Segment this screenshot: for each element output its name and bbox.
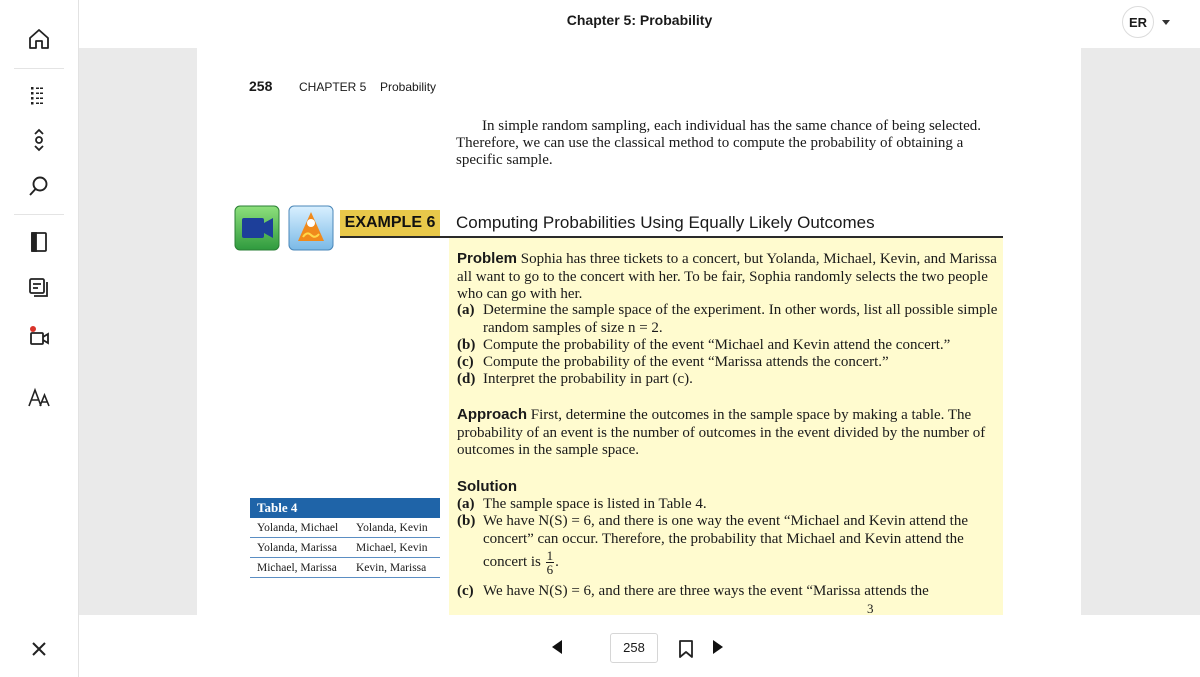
reader-header <box>79 0 1200 48</box>
solution-label: (a) <box>457 496 475 512</box>
problem-paragraph <box>457 250 999 304</box>
solution-b-result: concert is $\frac{1}{6}$ . <box>483 548 559 577</box>
search-icon[interactable] <box>19 166 59 206</box>
page-number-input[interactable]: 258 <box>610 633 658 663</box>
problem-item-text: Compute the probability of the event “Marissa attends the concert.” <box>483 354 889 370</box>
fraction-denominator: 6 <box>546 562 554 577</box>
tutor-icon[interactable] <box>288 205 334 251</box>
solution-a <box>457 496 999 514</box>
page-number: 258 <box>249 78 273 94</box>
page-navigation-bar <box>79 615 1200 677</box>
table-cell: Yolanda, Marissa <box>257 542 337 554</box>
solution-c <box>457 583 999 601</box>
contents-icon[interactable] <box>19 75 59 115</box>
book-title: Chapter 5: Probability <box>566 12 713 28</box>
close-icon[interactable] <box>19 629 59 669</box>
approach-text: First, determine the outcomes in the sample space by making a table. The probability of an event is the number of outcomes in the event divided by the number of outcomes in the sample space. <box>457 407 986 458</box>
table-title: Table 4 <box>250 498 440 518</box>
avatar[interactable]: ER <box>1122 6 1154 38</box>
solution-label: (b) <box>457 513 476 529</box>
video-icon[interactable] <box>234 205 280 251</box>
solution-label: (c) <box>457 583 474 599</box>
running-head-title: Probability <box>380 80 437 94</box>
rail-divider <box>14 68 64 69</box>
problem-item-label: (a) <box>457 302 475 318</box>
table-row <box>250 538 440 558</box>
side-rail <box>0 0 79 677</box>
table-cell: Michael, Kevin <box>356 542 428 554</box>
display-settings-icon[interactable] <box>19 378 59 418</box>
notebook-icon[interactable] <box>19 222 59 262</box>
problem-item-a <box>457 302 999 336</box>
previous-page-icon[interactable] <box>550 639 564 655</box>
chevron-down-icon[interactable] <box>1162 20 1170 25</box>
example-label: EXAMPLE 6 <box>340 210 440 236</box>
table-cell: Kevin, Marissa <box>356 562 427 574</box>
table-row <box>250 518 440 538</box>
book-page <box>197 48 1081 615</box>
next-page-icon[interactable] <box>711 639 725 655</box>
problem-item-label: (c) <box>457 354 474 370</box>
table-cell: Yolanda, Michael <box>257 522 339 534</box>
user-menu[interactable] <box>1122 6 1170 38</box>
problem-item-d <box>457 371 999 389</box>
approach-paragraph <box>457 406 999 460</box>
media-icon[interactable] <box>19 315 59 355</box>
problem-item-c <box>457 354 999 372</box>
solution-text: We have N(S) = 6, and there are three ways the event “Marissa attends the <box>483 583 929 599</box>
problem-item-text: Determine the sample space of the experiment. In other words, list all possible simple random samples of size n = 2. <box>483 302 998 336</box>
problem-item-text: Compute the probability of the event “Michael and Kevin attend the concert.” <box>483 337 951 353</box>
table-row <box>250 558 440 578</box>
fraction-one-sixth <box>546 549 555 576</box>
problem-item-label: (d) <box>457 371 476 387</box>
rail-divider <box>14 214 64 215</box>
problem-item-b <box>457 337 999 355</box>
fraction-numerator: 1 <box>546 548 554 563</box>
solution-text: concert is <box>483 553 541 570</box>
fraction-numerator: 3 <box>867 601 874 615</box>
intro-text: In simple random sampling, each individual has the same chance of being selected. Therefore, we can use the classical method to compute the probability of obtaining a specific sample. <box>456 118 982 168</box>
solution-text: We have N(S) = 6, and there is one way the event “Michael and Kevin attend the concert” can occur. Therefore, the probability that Michael and Kevin attend the <box>483 513 968 547</box>
problem-item-text: Interpret the probability in part (c). <box>483 371 693 387</box>
intro-paragraph <box>456 118 1008 169</box>
home-icon[interactable] <box>19 19 59 59</box>
example-box <box>449 238 1003 615</box>
sample-space-table <box>250 498 440 578</box>
problem-heading: Problem <box>457 250 518 267</box>
table-cell: Michael, Marissa <box>257 562 337 574</box>
running-head-chapter: CHAPTER 5 <box>299 80 367 94</box>
solution-text: The sample space is listed in Table 4. <box>483 496 707 512</box>
table-cell: Yolanda, Kevin <box>356 522 428 534</box>
bookmark-icon[interactable] <box>678 640 694 658</box>
approach-heading: Approach <box>457 406 528 423</box>
solution-heading: Solution <box>457 478 517 495</box>
example-title: Computing Probabilities Using Equally Likely Outcomes <box>456 213 875 232</box>
problem-text: Sophia has three tickets to a concert, but Yolanda, Michael, Kevin, and Marissa all want to go to the concert with her. To be fair, Sophia randomly selects the two people who can go with her. <box>457 251 997 302</box>
flashcards-icon[interactable] <box>19 267 59 307</box>
navigation-icon[interactable] <box>19 120 59 160</box>
problem-item-label: (b) <box>457 337 476 353</box>
